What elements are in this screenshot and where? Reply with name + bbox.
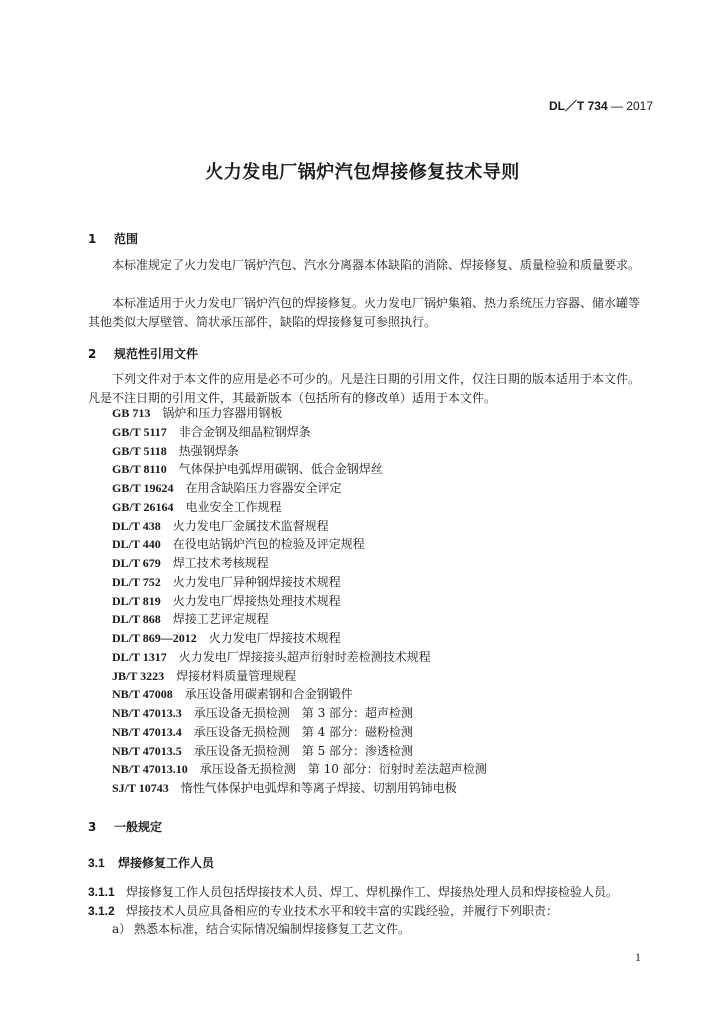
clause-3-1-2	[88, 902, 558, 919]
section-2-intro: 下列文件对于本文件的应用是必不可少的。凡是注日期的引用文件，仅注日期的版本适用于本文件。凡是不注日期的引用文件，其最新版本（包括所有的修改单）适用于本文件。	[88, 372, 641, 405]
reference-title: 非合金钢及细晶粒钢焊条	[178, 424, 311, 439]
reference-item	[112, 723, 487, 742]
reference-code: GB 713	[112, 406, 151, 420]
reference-code: DL/T 752	[112, 574, 161, 589]
reference-item	[112, 498, 487, 517]
reference-item	[112, 760, 487, 779]
clause-text: 焊接修复工作人员包括焊接技术人员、焊工、焊机操作工、焊接热处理人员和焊接检验人员。	[126, 885, 619, 899]
section-1-paragraph-2: 本标准适用于火力发电厂锅炉汽包的焊接修复。火力发电厂锅炉集箱、热力系统压力容器、储水罐等其他类似大厚壁管、筒状承压部件，缺陷的焊接修复可参照执行。	[88, 296, 641, 329]
reference-code: DL/T 679	[112, 556, 161, 570]
clause-number: 3.1.1	[88, 885, 115, 899]
reference-item	[112, 479, 487, 498]
clause-3-1-1	[88, 883, 618, 900]
reference-title: 电业安全工作规程	[185, 499, 282, 514]
reference-code: GB/T 5117	[112, 424, 167, 439]
reference-title: 气体保护电弧焊用碳钢、低合金钢焊丝	[178, 462, 383, 477]
reference-code: DL/T 819	[112, 593, 161, 608]
reference-title: 承压设备无损检测 第 5 部分：渗透检测	[193, 743, 414, 758]
list-item-text: 熟悉本标准，结合实际情况编制焊接修复工艺文件。	[134, 922, 411, 936]
reference-title: 锅炉和压力容器用钢板	[162, 406, 283, 420]
section-number: 1	[88, 232, 97, 246]
reference-title: 在役电站锅炉汽包的检验及评定规程	[172, 537, 365, 552]
reference-list	[112, 404, 487, 798]
list-marker: a）	[112, 922, 132, 936]
section-number: 2	[88, 347, 97, 361]
list-item-a	[112, 920, 410, 937]
reference-title: 火力发电厂异种钢焊接技术规程	[172, 574, 341, 589]
reference-title: 承压设备用碳素钢和合金钢锻件	[184, 687, 353, 702]
standard-year: — 2017	[610, 99, 653, 113]
reference-item	[112, 554, 487, 573]
section-number: 3	[88, 820, 97, 834]
reference-title: 承压设备无损检测 第 3 部分：超声检测	[193, 706, 414, 720]
reference-code: SJ/T 10743	[112, 781, 169, 795]
reference-item	[112, 610, 487, 629]
reference-item	[112, 648, 487, 667]
reference-title: 火力发电厂焊接技术规程	[208, 631, 341, 645]
subsection-3-1-heading	[88, 854, 214, 871]
reference-item	[112, 592, 487, 611]
document-title: 火力发电厂锅炉汽包焊接修复技术导则	[205, 162, 520, 183]
reference-title: 惰性气体保护电弧焊和等离子焊接、切割用钨铈电极	[180, 781, 457, 795]
section-title: 规范性引用文件	[114, 347, 199, 361]
standard-code	[549, 97, 653, 114]
reference-title: 火力发电厂金属技术监督规程	[172, 518, 329, 533]
reference-item	[112, 667, 487, 686]
reference-code: NB/T 47013.10	[112, 762, 188, 777]
reference-title: 火力发电厂焊接接头超声衍射时差检测技术规程	[178, 649, 431, 664]
section-1-heading	[88, 230, 138, 247]
reference-title: 承压设备无损检测 第 4 部分：磁粉检测	[193, 724, 414, 739]
reference-item	[112, 535, 487, 554]
reference-item	[112, 742, 487, 761]
reference-code: DL/T 438	[112, 518, 161, 533]
subsection-title: 焊接修复工作人员	[118, 856, 215, 870]
reference-item	[112, 460, 487, 479]
reference-title: 焊接工艺评定规程	[172, 612, 269, 627]
reference-code: JB/T 3223	[112, 668, 165, 683]
section-3-heading	[88, 818, 162, 835]
reference-title: 焊工技术考核规程	[172, 556, 269, 570]
reference-code: DL/T 440	[112, 537, 161, 552]
reference-item	[112, 423, 487, 442]
clause-text: 焊接技术人员应具备相应的专业技术水平和较丰富的实践经验，并履行下列职责：	[126, 904, 559, 918]
section-2-heading	[88, 345, 198, 362]
reference-item	[112, 704, 487, 723]
reference-title: 在用含缺陷压力容器安全评定	[185, 481, 342, 495]
reference-code: NB/T 47013.3	[112, 706, 182, 720]
reference-item	[112, 685, 487, 704]
reference-code: NB/T 47013.4	[112, 724, 182, 739]
reference-code: DL/T 868	[112, 612, 161, 627]
section-1-paragraph-1: 本标准规定了火力发电厂锅炉汽包、汽水分离器本体缺陷的消除、焊接修复、质量检验和质量要求。	[112, 258, 641, 272]
reference-code: GB/T 19624	[112, 481, 174, 495]
reference-title: 火力发电厂焊接热处理技术规程	[172, 593, 341, 608]
reference-code: GB/T 8110	[112, 462, 167, 477]
subsection-number: 3.1	[88, 856, 105, 870]
reference-item	[112, 404, 487, 423]
reference-title: 热强钢焊条	[178, 443, 239, 458]
standard-number: DL／T 734	[548, 99, 608, 113]
reference-code: DL/T 1317	[112, 649, 167, 664]
reference-code: GB/T 26164	[112, 499, 174, 514]
reference-code: GB/T 5118	[112, 443, 167, 458]
section-title: 范围	[114, 232, 139, 246]
clause-number: 3.1.2	[88, 904, 115, 918]
reference-code: NB/T 47008	[112, 687, 173, 702]
reference-item	[112, 573, 487, 592]
reference-item	[112, 629, 487, 648]
reference-code: NB/T 47013.5	[112, 743, 182, 758]
reference-item	[112, 442, 487, 461]
page-number: 1	[635, 950, 641, 964]
reference-item	[112, 517, 487, 536]
reference-title: 承压设备无损检测 第 10 部分：衍射时差法超声检测	[199, 762, 487, 777]
reference-code: DL/T 869—2012	[112, 631, 197, 645]
section-title: 一般规定	[114, 820, 163, 834]
reference-item	[112, 779, 487, 798]
reference-title: 焊接材料质量管理规程	[176, 668, 297, 683]
